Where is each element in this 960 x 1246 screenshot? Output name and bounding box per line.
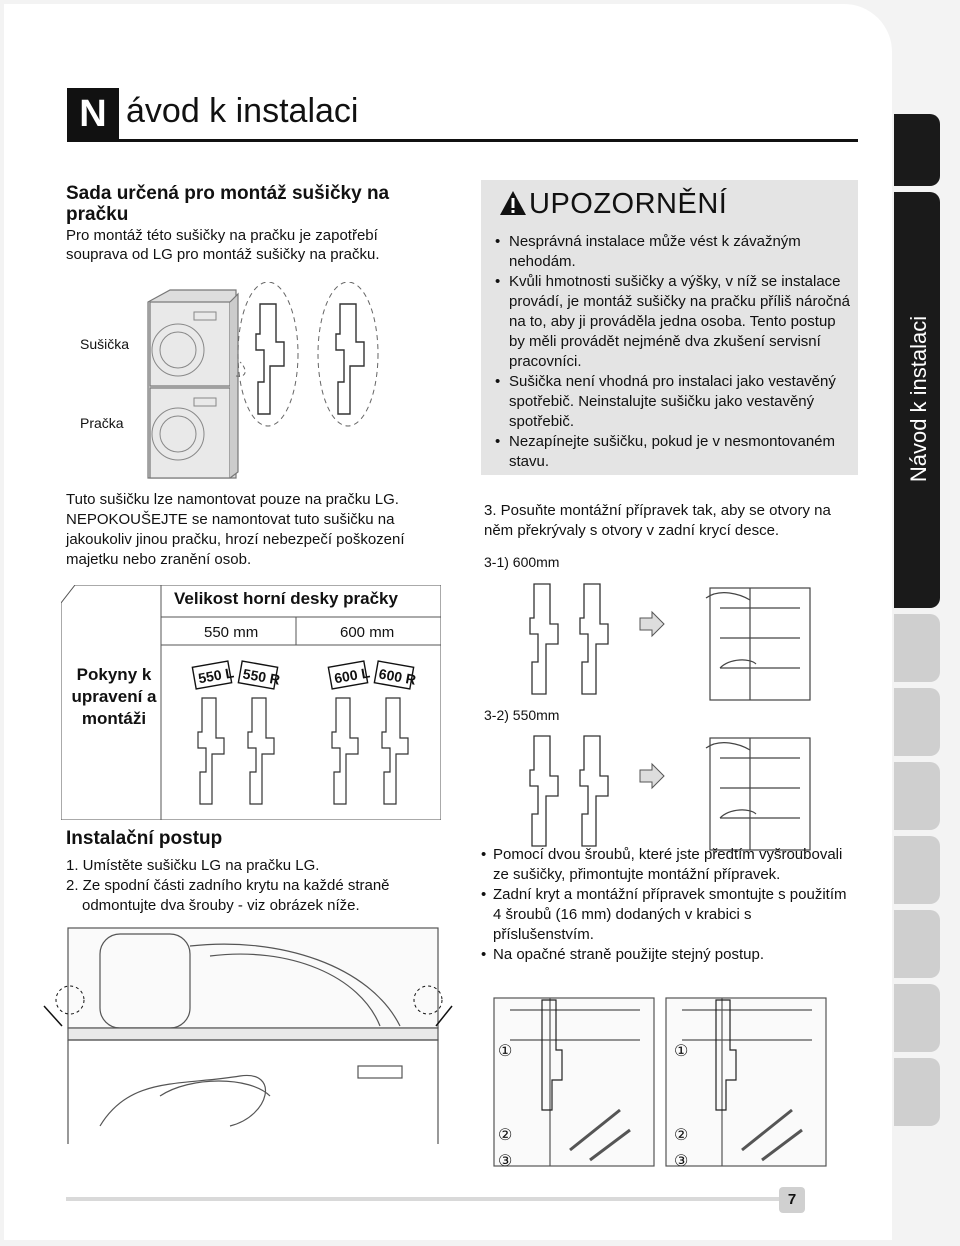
callout-1: ① (674, 1043, 689, 1060)
warning-triangle-icon (499, 190, 527, 224)
rear-cover-illustration (40, 926, 470, 1144)
arrow-right-icon (640, 612, 664, 636)
arrow-right-icon (640, 764, 664, 788)
table-row-label: Pokyny k upravení a montáži (71, 665, 157, 728)
table-col-550: 550 mm (204, 624, 259, 641)
side-tab-7[interactable] (894, 910, 940, 978)
step-3-2-illustration (520, 730, 820, 858)
label-dryer: Sušička (80, 336, 130, 352)
kit-intro: Pro montáž této sušičky na pračku je zapotřebí souprava od LG pro montáž sušičky na pračku. (66, 227, 380, 263)
warning-box (481, 180, 858, 475)
side-tab-4[interactable] (894, 688, 940, 756)
stacked-appliances-illustration (140, 282, 430, 482)
table-col-600: 600 mm (340, 624, 395, 641)
table-header: Velikost horní desky pračky (174, 589, 398, 608)
procedure-heading: Instalační postup (66, 828, 223, 849)
tag-550-l: 550 L (196, 664, 236, 687)
side-tab-3[interactable] (894, 614, 940, 682)
warning-title: UPOZORNĚNÍ (529, 188, 728, 220)
procedure-step-2: 2. Ze spodní části zadního krytu na každé straně odmontujte dva šrouby - viz obrázek níže. (66, 877, 390, 914)
procedure-step-1: 1. Umístěte sušičku LG na pračku LG. (66, 857, 320, 874)
substep-600: 3-1) 600mm (484, 554, 560, 570)
callout-1: ① (498, 1043, 513, 1060)
side-tab-5[interactable] (894, 762, 940, 830)
warning-item: • Nesprávná instalace může vést k závažným nehodám. (491, 232, 851, 272)
title-initial: N (67, 88, 119, 140)
footer-rule (66, 1197, 779, 1201)
side-tab-6[interactable] (894, 836, 940, 904)
side-tab-label: Návod k instalaci (906, 315, 931, 483)
mounting-item: • Zadní kryt a montážní přípravek smontujte s použitím 4 šroubů (16 mm) dodaných v krabici s příslušenstvím. (481, 885, 853, 945)
title-rule (67, 139, 858, 142)
warning-item: • Kvůli hmotnosti sušičky a výšky, v níž se instalace provádí, je montáž sušičky na pračku příliš náročná na to, aby ji prováděla jedna osoba. Tento postup by měli provádět nejméně dva zkušení servisní pracovníci. (491, 272, 851, 372)
substep-550: 3-2) 550mm (484, 707, 560, 723)
label-washer: Pračka (80, 415, 124, 431)
tag-600-l: 600 L (332, 664, 372, 687)
warning-item: • Nezapínejte sušičku, pokud je v nesmontovaném stavu. (491, 432, 851, 472)
mounting-item: • Pomocí dvou šroubů, které jste předtím vyšroubovali ze sušičky, přimontujte montážní přípravek. (481, 845, 853, 885)
warning-list (491, 232, 851, 472)
side-tab-label-box (904, 300, 934, 500)
kit-heading: Sada určená pro montáž sušičky na pračku (66, 183, 390, 225)
callout-3: ③ (498, 1153, 513, 1170)
warning-title-row (499, 188, 727, 224)
warning-item: • Sušička není vhodná pro instalaci jako vestavěný spotřebič. Neinstalujte sušičku jako vestavěný spotřebič. (491, 372, 851, 432)
tag-600-r: 600 R (377, 665, 418, 688)
mounting-item: • Na opačné straně použijte stejný postup. (481, 945, 853, 965)
page-title: ávod k instalaci (126, 92, 359, 130)
mounting-instructions (481, 845, 853, 965)
tag-550-r: 550 R (241, 665, 282, 688)
side-tab-8[interactable] (894, 984, 940, 1052)
step-3-text: 3. Posuňte montážní přípravek tak, aby se otvory na něm překrývaly s otvory v zadní krycí desce. (484, 502, 831, 539)
procedure-steps (66, 856, 446, 916)
mounting-illustration (490, 990, 840, 1170)
bracket-tags-illustration (180, 654, 430, 814)
side-tab-9[interactable] (894, 1058, 940, 1126)
callout-3: ③ (674, 1153, 689, 1170)
side-tab-1[interactable] (894, 114, 940, 186)
page-number: 7 (779, 1187, 805, 1213)
callout-2: ② (674, 1127, 689, 1144)
compatibility-note: Tuto sušičku lze namontovat pouze na pračku LG. NEPOKOUŠEJTE se namontovat tuto sušičku na jakoukoliv jinou pračku, hrozí nebezpečí poškození majetku nebo zranění osob. (66, 491, 405, 568)
callout-2: ② (498, 1127, 513, 1144)
step-3-1-illustration (520, 578, 820, 706)
